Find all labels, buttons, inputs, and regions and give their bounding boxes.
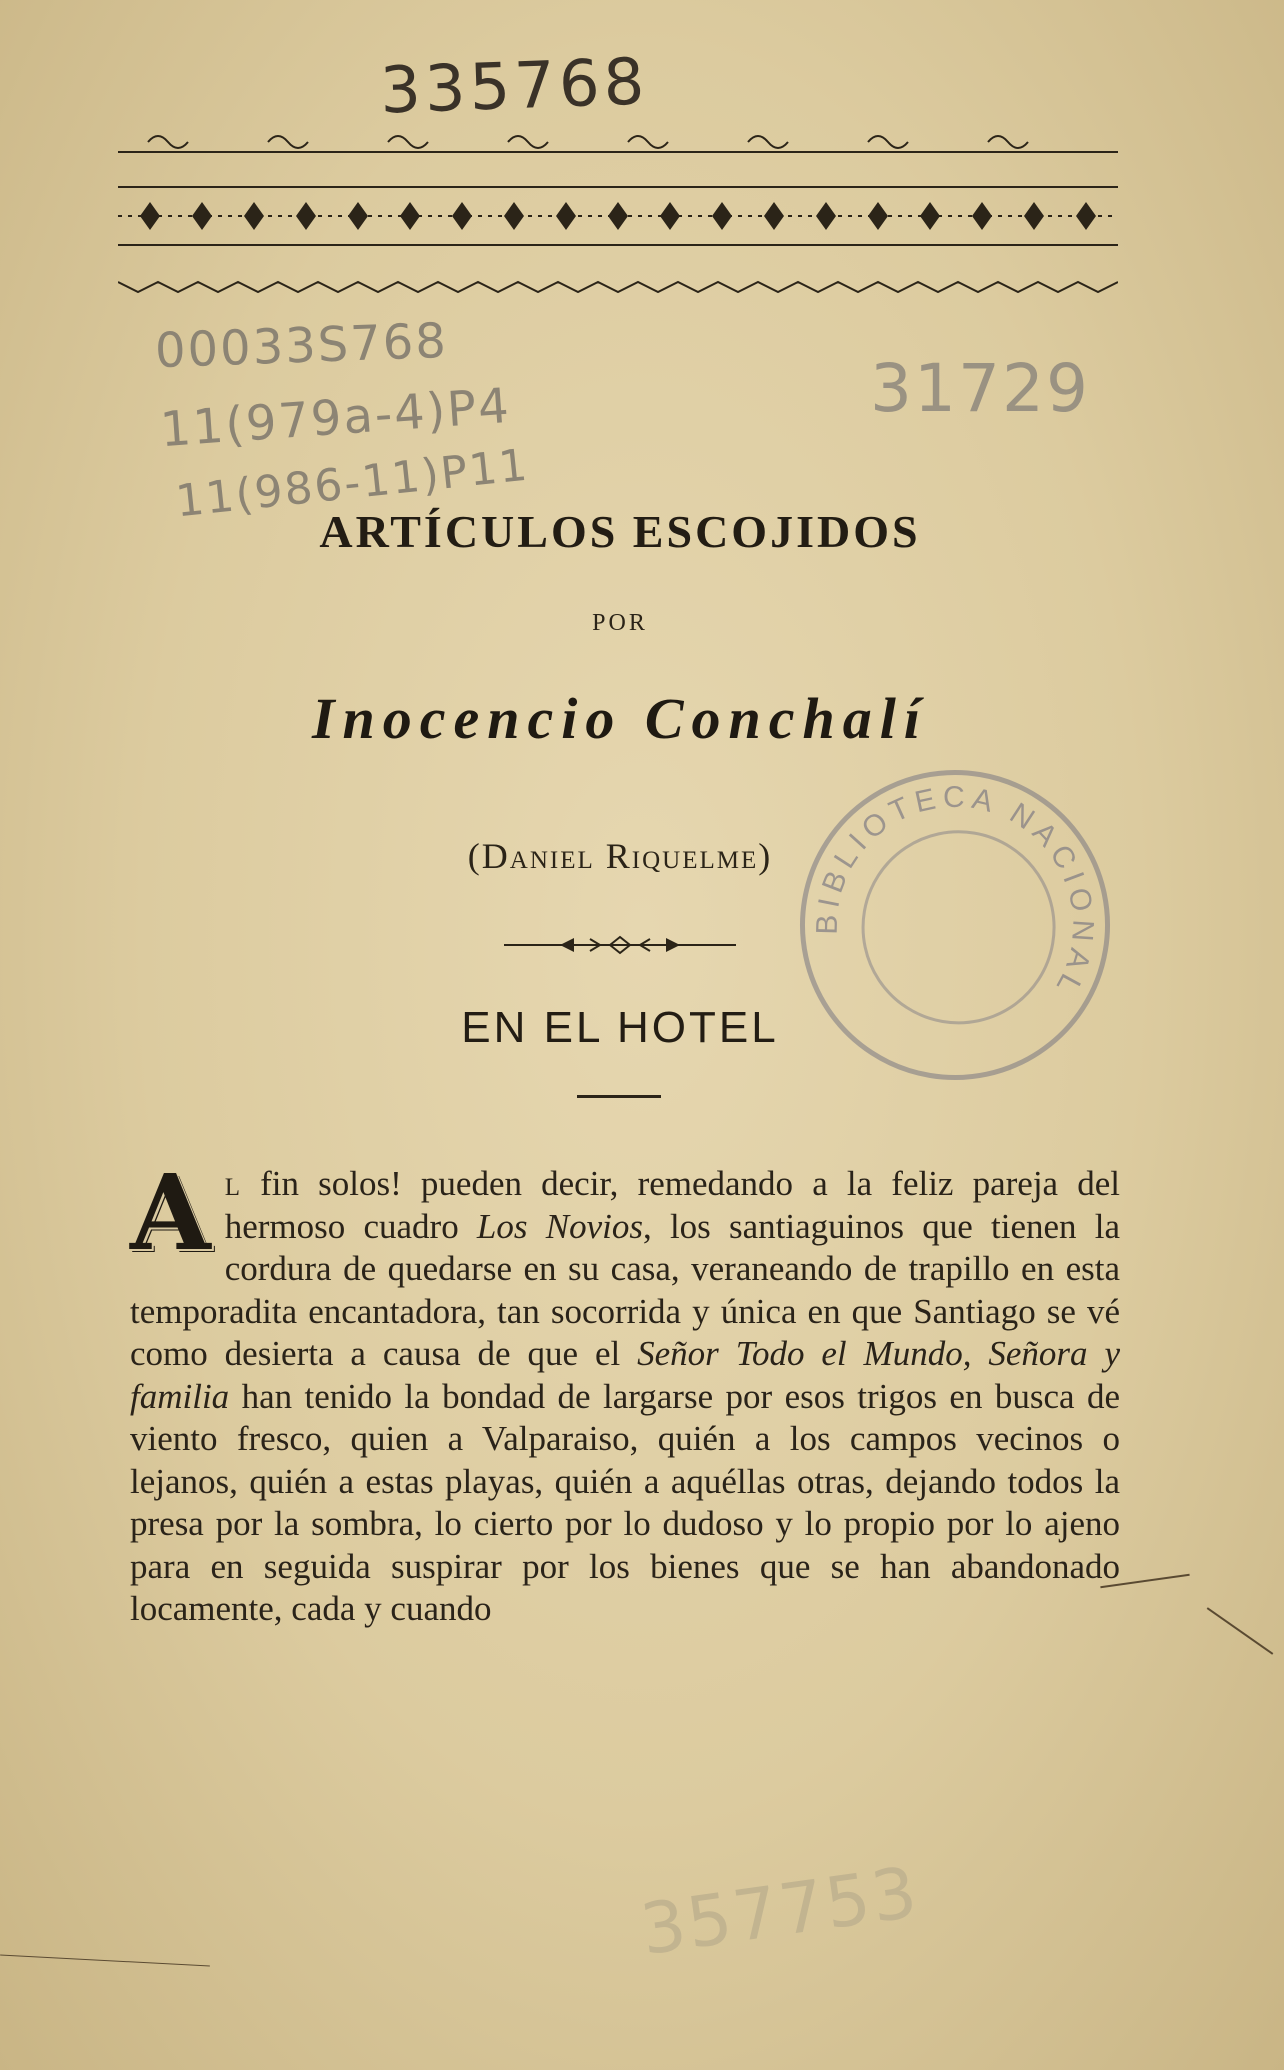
divider-ornament xyxy=(500,930,740,965)
pencil-note-shelfmark-2: 11(986-11)P11 xyxy=(173,439,532,528)
pencil-note-faint-bottom: 357753 xyxy=(635,1850,924,1972)
ornament-border-top xyxy=(118,128,1118,162)
drop-cap: A xyxy=(130,1151,211,1274)
heading-rule xyxy=(577,1095,661,1098)
author-real-name: (Daniel Riquelme) xyxy=(467,836,773,876)
pencil-note-right: 31729 xyxy=(870,350,1090,427)
ornament-chevron-band xyxy=(118,278,1118,300)
italic-title: Los Novios xyxy=(476,1206,643,1246)
text-segment: , los santiaguinos que tienen la cordura de quedarse en su casa, veraneando de trapillo en esta temporadita encantadora, tan socorrida y única en que Santiago se vé como desierta a causa de que el xyxy=(130,1206,1120,1373)
text-segment: han tenido la bondad de largarse por esos trigos en busca de viento fresco, quien a Valparaiso, quién a los campos vecinos o lejanos, quién a estas playas, quién a aquéllas otras, dejando todos la presa por la sombra, lo cierto por lo dudoso y lo propio por lo ajeno para en seguida suspirar por los bienes que se han abandonado locamente, cada y cuando xyxy=(130,1376,1120,1628)
handwritten-accession-number: 335768 xyxy=(378,45,650,129)
italic-phrase: Señor Todo el Mundo, Señora y familia xyxy=(130,1334,1120,1416)
lead-letter: l xyxy=(224,1164,241,1203)
paper-crack xyxy=(0,1955,210,1967)
ornament-fleuron-band xyxy=(118,185,1118,247)
text-segment: fin solos! pueden decir, remedando a la feliz pareja del hermoso cuadro xyxy=(224,1164,1120,1246)
library-stamp-text xyxy=(777,747,1133,1103)
svg-text:BIBLIOTECA NACIONAL: BIBLIOTECA NACIONAL xyxy=(810,780,1100,1005)
library-stamp xyxy=(771,741,1139,1109)
book-title: ARTÍCULOS ESCOJIDOS xyxy=(319,506,921,557)
section-heading: EN EL HOTEL xyxy=(461,1003,779,1052)
paper-crack xyxy=(1207,1607,1274,1655)
pencil-note-shelfmark-1: 11(979a-4)P4 xyxy=(158,377,513,459)
by-label: POR xyxy=(592,610,648,636)
article-paragraph xyxy=(130,1151,1120,1631)
article-body xyxy=(130,1151,1120,1631)
pencil-note-catalog-number: 00033S768 xyxy=(154,312,449,380)
author-name: Inocencio Conchalí xyxy=(311,686,929,751)
